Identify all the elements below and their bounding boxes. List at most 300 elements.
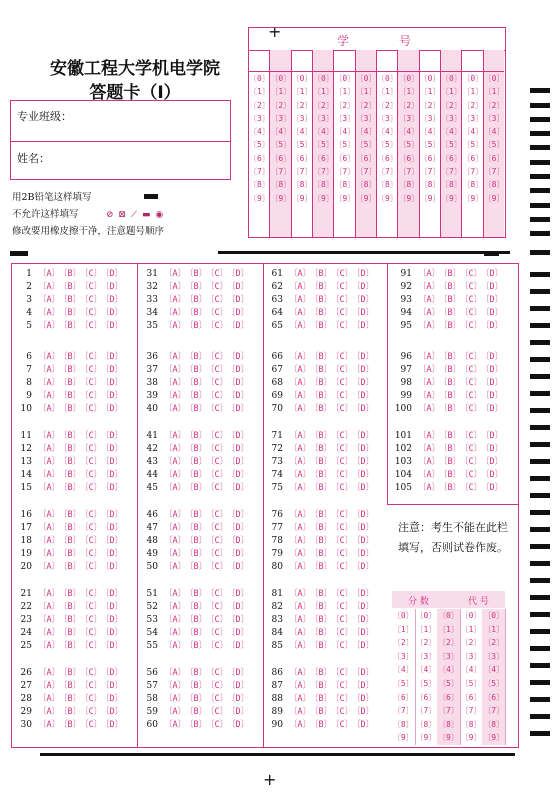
option-bubble[interactable]: 〔B〕: [310, 431, 333, 441]
option-bubble[interactable]: 〔D〕: [352, 602, 375, 612]
option-bubble[interactable]: 〔C〕: [80, 681, 103, 691]
option-bubble[interactable]: 〔B〕: [185, 269, 208, 279]
score-bubble[interactable]: 〔5〕: [392, 678, 414, 688]
option-bubble[interactable]: 〔C〕: [206, 269, 229, 279]
option-bubble[interactable]: 〔C〕: [331, 457, 354, 467]
score-bubble[interactable]: 〔4〕: [438, 665, 459, 675]
option-bubble[interactable]: 〔D〕: [101, 536, 124, 546]
option-bubble[interactable]: 〔D〕: [101, 720, 124, 730]
score-bubble[interactable]: 〔2〕: [460, 638, 482, 648]
option-bubble[interactable]: 〔C〕: [206, 431, 229, 441]
score-bubble[interactable]: 〔5〕: [415, 678, 437, 688]
option-bubble[interactable]: 〔B〕: [185, 321, 208, 331]
option-bubble[interactable]: 〔D〕: [227, 641, 250, 651]
option-bubble[interactable]: 〔D〕: [352, 549, 375, 559]
digit-bubble[interactable]: 〔1〕: [291, 87, 313, 97]
option-bubble[interactable]: 〔B〕: [310, 457, 333, 467]
option-bubble[interactable]: 〔A〕: [164, 404, 187, 414]
option-bubble[interactable]: 〔D〕: [227, 470, 250, 480]
option-bubble[interactable]: 〔D〕: [101, 707, 124, 717]
option-bubble[interactable]: 〔C〕: [80, 615, 103, 625]
option-bubble[interactable]: 〔A〕: [289, 668, 312, 678]
option-bubble[interactable]: 〔C〕: [206, 549, 229, 559]
digit-bubble[interactable]: 〔1〕: [398, 87, 420, 97]
option-bubble[interactable]: 〔A〕: [38, 321, 61, 331]
option-bubble[interactable]: 〔C〕: [331, 523, 354, 533]
option-bubble[interactable]: 〔B〕: [185, 365, 208, 375]
option-bubble[interactable]: 〔A〕: [38, 720, 61, 730]
option-bubble[interactable]: 〔D〕: [352, 321, 375, 331]
score-bubble[interactable]: 〔9〕: [392, 733, 414, 743]
option-bubble[interactable]: 〔B〕: [310, 483, 333, 493]
digit-bubble[interactable]: 〔4〕: [249, 127, 270, 137]
option-bubble[interactable]: 〔D〕: [352, 365, 375, 375]
option-bubble[interactable]: 〔D〕: [101, 444, 124, 454]
student-id-write-cell[interactable]: [377, 50, 397, 72]
digit-bubble[interactable]: 〔3〕: [334, 113, 356, 123]
option-bubble[interactable]: 〔A〕: [289, 431, 312, 441]
option-bubble[interactable]: 〔A〕: [164, 549, 187, 559]
option-bubble[interactable]: 〔B〕: [439, 365, 462, 375]
option-bubble[interactable]: 〔B〕: [185, 562, 208, 572]
option-bubble[interactable]: 〔C〕: [331, 707, 354, 717]
option-bubble[interactable]: 〔B〕: [59, 602, 82, 612]
digit-bubble[interactable]: 〔0〕: [334, 74, 356, 83]
digit-bubble[interactable]: 〔8〕: [419, 180, 441, 190]
digit-bubble[interactable]: 〔7〕: [419, 167, 441, 177]
option-bubble[interactable]: 〔C〕: [460, 470, 483, 480]
student-id-write-cell[interactable]: [334, 50, 354, 72]
option-bubble[interactable]: 〔B〕: [310, 308, 333, 318]
score-bubble[interactable]: 〔0〕: [483, 611, 505, 620]
option-bubble[interactable]: 〔C〕: [80, 562, 103, 572]
option-bubble[interactable]: 〔A〕: [289, 562, 312, 572]
option-bubble[interactable]: 〔D〕: [352, 282, 375, 292]
option-bubble[interactable]: 〔C〕: [331, 321, 354, 331]
digit-bubble[interactable]: 〔8〕: [441, 180, 462, 190]
option-bubble[interactable]: 〔C〕: [80, 295, 103, 305]
digit-bubble[interactable]: 〔4〕: [377, 127, 398, 137]
option-bubble[interactable]: 〔C〕: [331, 510, 354, 520]
option-bubble[interactable]: 〔D〕: [101, 523, 124, 533]
option-bubble[interactable]: 〔D〕: [227, 431, 250, 441]
score-bubble[interactable]: 〔8〕: [460, 719, 482, 729]
option-bubble[interactable]: 〔A〕: [164, 457, 187, 467]
option-bubble[interactable]: 〔C〕: [80, 549, 103, 559]
option-bubble[interactable]: 〔D〕: [227, 321, 250, 331]
option-bubble[interactable]: 〔B〕: [439, 457, 462, 467]
option-bubble[interactable]: 〔B〕: [185, 628, 208, 638]
option-bubble[interactable]: 〔A〕: [289, 549, 312, 559]
option-bubble[interactable]: 〔A〕: [164, 308, 187, 318]
digit-bubble[interactable]: 〔1〕: [462, 87, 484, 97]
option-bubble[interactable]: 〔B〕: [185, 641, 208, 651]
option-bubble[interactable]: 〔C〕: [206, 365, 229, 375]
option-bubble[interactable]: 〔C〕: [331, 483, 354, 493]
option-bubble[interactable]: 〔A〕: [289, 615, 312, 625]
option-bubble[interactable]: 〔C〕: [206, 641, 229, 651]
option-bubble[interactable]: 〔B〕: [439, 295, 462, 305]
option-bubble[interactable]: 〔A〕: [164, 694, 187, 704]
option-bubble[interactable]: 〔B〕: [185, 431, 208, 441]
option-bubble[interactable]: 〔C〕: [331, 352, 354, 362]
option-bubble[interactable]: 〔A〕: [289, 628, 312, 638]
digit-bubble[interactable]: 〔3〕: [377, 113, 398, 123]
option-bubble[interactable]: 〔B〕: [185, 295, 208, 305]
option-bubble[interactable]: 〔D〕: [101, 404, 124, 414]
option-bubble[interactable]: 〔B〕: [59, 444, 82, 454]
score-bubble[interactable]: 〔9〕: [415, 733, 437, 743]
option-bubble[interactable]: 〔A〕: [418, 321, 441, 331]
score-bubble[interactable]: 〔0〕: [460, 611, 482, 620]
option-bubble[interactable]: 〔A〕: [164, 668, 187, 678]
option-bubble[interactable]: 〔D〕: [101, 483, 124, 493]
digit-bubble[interactable]: 〔5〕: [334, 140, 356, 150]
score-bubble[interactable]: 〔5〕: [460, 678, 482, 688]
option-bubble[interactable]: 〔B〕: [59, 523, 82, 533]
digit-bubble[interactable]: 〔6〕: [291, 153, 313, 163]
option-bubble[interactable]: 〔B〕: [59, 282, 82, 292]
option-bubble[interactable]: 〔D〕: [101, 321, 124, 331]
option-bubble[interactable]: 〔B〕: [310, 641, 333, 651]
option-bubble[interactable]: 〔B〕: [439, 431, 462, 441]
digit-bubble[interactable]: 〔7〕: [270, 167, 292, 177]
digit-bubble[interactable]: 〔6〕: [355, 153, 377, 163]
digit-bubble[interactable]: 〔2〕: [291, 100, 313, 110]
score-bubble[interactable]: 〔6〕: [483, 692, 505, 702]
option-bubble[interactable]: 〔A〕: [289, 321, 312, 331]
digit-bubble[interactable]: 〔0〕: [377, 74, 398, 83]
digit-bubble[interactable]: 〔3〕: [462, 113, 484, 123]
option-bubble[interactable]: 〔D〕: [227, 308, 250, 318]
option-bubble[interactable]: 〔D〕: [227, 536, 250, 546]
option-bubble[interactable]: 〔C〕: [80, 523, 103, 533]
option-bubble[interactable]: 〔D〕: [101, 269, 124, 279]
option-bubble[interactable]: 〔A〕: [38, 694, 61, 704]
option-bubble[interactable]: 〔D〕: [227, 391, 250, 401]
digit-bubble[interactable]: 〔1〕: [355, 87, 377, 97]
option-bubble[interactable]: 〔D〕: [352, 641, 375, 651]
option-bubble[interactable]: 〔A〕: [289, 308, 312, 318]
option-bubble[interactable]: 〔B〕: [59, 365, 82, 375]
option-bubble[interactable]: 〔C〕: [206, 404, 229, 414]
student-id-write-cell[interactable]: [441, 50, 461, 72]
score-bubble[interactable]: 〔1〕: [438, 624, 459, 634]
option-bubble[interactable]: 〔B〕: [185, 523, 208, 533]
student-id-write-cell[interactable]: [356, 50, 376, 72]
option-bubble[interactable]: 〔A〕: [38, 549, 61, 559]
score-bubble[interactable]: 〔0〕: [392, 611, 414, 620]
score-bubble[interactable]: 〔7〕: [438, 706, 459, 716]
option-bubble[interactable]: 〔A〕: [289, 269, 312, 279]
digit-bubble[interactable]: 〔4〕: [291, 127, 313, 137]
option-bubble[interactable]: 〔B〕: [59, 510, 82, 520]
option-bubble[interactable]: 〔C〕: [80, 444, 103, 454]
option-bubble[interactable]: 〔D〕: [227, 602, 250, 612]
option-bubble[interactable]: 〔B〕: [185, 483, 208, 493]
digit-bubble[interactable]: 〔4〕: [398, 127, 420, 137]
option-bubble[interactable]: 〔A〕: [418, 483, 441, 493]
score-bubble[interactable]: 〔9〕: [438, 733, 459, 743]
option-bubble[interactable]: 〔A〕: [289, 602, 312, 612]
option-bubble[interactable]: 〔B〕: [59, 681, 82, 691]
option-bubble[interactable]: 〔A〕: [289, 510, 312, 520]
option-bubble[interactable]: 〔C〕: [331, 378, 354, 388]
option-bubble[interactable]: 〔D〕: [352, 720, 375, 730]
option-bubble[interactable]: 〔B〕: [310, 707, 333, 717]
digit-bubble[interactable]: 〔2〕: [334, 100, 356, 110]
digit-bubble[interactable]: 〔8〕: [483, 180, 505, 190]
digit-bubble[interactable]: 〔6〕: [313, 153, 334, 163]
option-bubble[interactable]: 〔D〕: [352, 668, 375, 678]
option-bubble[interactable]: 〔D〕: [481, 295, 504, 305]
option-bubble[interactable]: 〔B〕: [310, 694, 333, 704]
option-bubble[interactable]: 〔D〕: [481, 269, 504, 279]
option-bubble[interactable]: 〔A〕: [38, 282, 61, 292]
option-bubble[interactable]: 〔D〕: [227, 352, 250, 362]
option-bubble[interactable]: 〔D〕: [352, 694, 375, 704]
option-bubble[interactable]: 〔A〕: [289, 378, 312, 388]
option-bubble[interactable]: 〔B〕: [185, 308, 208, 318]
score-bubble[interactable]: 〔4〕: [460, 665, 482, 675]
option-bubble[interactable]: 〔A〕: [418, 404, 441, 414]
option-bubble[interactable]: 〔B〕: [59, 308, 82, 318]
digit-bubble[interactable]: 〔0〕: [441, 74, 462, 83]
option-bubble[interactable]: 〔C〕: [331, 269, 354, 279]
digit-bubble[interactable]: 〔6〕: [249, 153, 270, 163]
option-bubble[interactable]: 〔B〕: [310, 365, 333, 375]
option-bubble[interactable]: 〔C〕: [331, 282, 354, 292]
option-bubble[interactable]: 〔B〕: [59, 352, 82, 362]
digit-bubble[interactable]: 〔2〕: [419, 100, 441, 110]
digit-bubble[interactable]: 〔8〕: [291, 180, 313, 190]
option-bubble[interactable]: 〔D〕: [227, 707, 250, 717]
option-bubble[interactable]: 〔C〕: [460, 391, 483, 401]
option-bubble[interactable]: 〔D〕: [227, 694, 250, 704]
option-bubble[interactable]: 〔A〕: [164, 282, 187, 292]
digit-bubble[interactable]: 〔2〕: [483, 100, 505, 110]
option-bubble[interactable]: 〔B〕: [185, 707, 208, 717]
option-bubble[interactable]: 〔A〕: [38, 523, 61, 533]
option-bubble[interactable]: 〔D〕: [101, 628, 124, 638]
option-bubble[interactable]: 〔D〕: [101, 562, 124, 572]
score-bubble[interactable]: 〔0〕: [415, 611, 437, 620]
option-bubble[interactable]: 〔B〕: [185, 694, 208, 704]
option-bubble[interactable]: 〔C〕: [331, 694, 354, 704]
option-bubble[interactable]: 〔D〕: [227, 589, 250, 599]
option-bubble[interactable]: 〔D〕: [352, 391, 375, 401]
option-bubble[interactable]: 〔D〕: [227, 523, 250, 533]
option-bubble[interactable]: 〔A〕: [289, 681, 312, 691]
option-bubble[interactable]: 〔C〕: [331, 444, 354, 454]
option-bubble[interactable]: 〔C〕: [206, 391, 229, 401]
digit-bubble[interactable]: 〔7〕: [441, 167, 462, 177]
option-bubble[interactable]: 〔A〕: [289, 641, 312, 651]
option-bubble[interactable]: 〔D〕: [227, 668, 250, 678]
digit-bubble[interactable]: 〔1〕: [313, 87, 334, 97]
option-bubble[interactable]: 〔C〕: [80, 457, 103, 467]
digit-bubble[interactable]: 〔8〕: [270, 180, 292, 190]
option-bubble[interactable]: 〔D〕: [481, 470, 504, 480]
score-bubble[interactable]: 〔8〕: [438, 719, 459, 729]
digit-bubble[interactable]: 〔0〕: [483, 74, 505, 83]
option-bubble[interactable]: 〔C〕: [460, 282, 483, 292]
digit-bubble[interactable]: 〔4〕: [355, 127, 377, 137]
option-bubble[interactable]: 〔C〕: [206, 352, 229, 362]
option-bubble[interactable]: 〔D〕: [352, 510, 375, 520]
option-bubble[interactable]: 〔A〕: [164, 681, 187, 691]
option-bubble[interactable]: 〔C〕: [331, 641, 354, 651]
option-bubble[interactable]: 〔D〕: [481, 483, 504, 493]
option-bubble[interactable]: 〔A〕: [289, 391, 312, 401]
option-bubble[interactable]: 〔B〕: [185, 615, 208, 625]
digit-bubble[interactable]: 〔3〕: [249, 113, 270, 123]
option-bubble[interactable]: 〔B〕: [439, 404, 462, 414]
digit-bubble[interactable]: 〔1〕: [334, 87, 356, 97]
digit-bubble[interactable]: 〔9〕: [355, 193, 377, 203]
option-bubble[interactable]: 〔A〕: [164, 470, 187, 480]
option-bubble[interactable]: 〔D〕: [481, 321, 504, 331]
option-bubble[interactable]: 〔D〕: [481, 308, 504, 318]
option-bubble[interactable]: 〔A〕: [418, 431, 441, 441]
option-bubble[interactable]: 〔C〕: [80, 404, 103, 414]
digit-bubble[interactable]: 〔3〕: [313, 113, 334, 123]
option-bubble[interactable]: 〔B〕: [59, 470, 82, 480]
option-bubble[interactable]: 〔C〕: [80, 269, 103, 279]
option-bubble[interactable]: 〔D〕: [481, 404, 504, 414]
option-bubble[interactable]: 〔D〕: [101, 308, 124, 318]
option-bubble[interactable]: 〔D〕: [352, 457, 375, 467]
option-bubble[interactable]: 〔B〕: [310, 668, 333, 678]
option-bubble[interactable]: 〔A〕: [38, 589, 61, 599]
digit-bubble[interactable]: 〔1〕: [441, 87, 462, 97]
digit-bubble[interactable]: 〔1〕: [377, 87, 398, 97]
option-bubble[interactable]: 〔B〕: [59, 628, 82, 638]
option-bubble[interactable]: 〔A〕: [418, 378, 441, 388]
option-bubble[interactable]: 〔B〕: [59, 295, 82, 305]
option-bubble[interactable]: 〔B〕: [439, 282, 462, 292]
option-bubble[interactable]: 〔B〕: [59, 404, 82, 414]
option-bubble[interactable]: 〔B〕: [310, 536, 333, 546]
digit-bubble[interactable]: 〔7〕: [483, 167, 505, 177]
digit-bubble[interactable]: 〔8〕: [313, 180, 334, 190]
option-bubble[interactable]: 〔A〕: [38, 628, 61, 638]
option-bubble[interactable]: 〔B〕: [59, 668, 82, 678]
option-bubble[interactable]: 〔D〕: [352, 444, 375, 454]
option-bubble[interactable]: 〔B〕: [185, 378, 208, 388]
option-bubble[interactable]: 〔A〕: [164, 589, 187, 599]
score-bubble[interactable]: 〔6〕: [460, 692, 482, 702]
option-bubble[interactable]: 〔D〕: [481, 365, 504, 375]
option-bubble[interactable]: 〔A〕: [418, 391, 441, 401]
option-bubble[interactable]: 〔A〕: [164, 352, 187, 362]
option-bubble[interactable]: 〔B〕: [185, 470, 208, 480]
option-bubble[interactable]: 〔A〕: [38, 352, 61, 362]
option-bubble[interactable]: 〔C〕: [206, 523, 229, 533]
option-bubble[interactable]: 〔D〕: [101, 352, 124, 362]
score-bubble[interactable]: 〔4〕: [392, 665, 414, 675]
score-bubble[interactable]: 〔7〕: [392, 706, 414, 716]
score-bubble[interactable]: 〔6〕: [392, 692, 414, 702]
digit-bubble[interactable]: 〔0〕: [398, 74, 420, 83]
option-bubble[interactable]: 〔C〕: [460, 352, 483, 362]
option-bubble[interactable]: 〔A〕: [164, 378, 187, 388]
option-bubble[interactable]: 〔C〕: [460, 321, 483, 331]
digit-bubble[interactable]: 〔3〕: [291, 113, 313, 123]
option-bubble[interactable]: 〔B〕: [310, 720, 333, 730]
score-bubble[interactable]: 〔2〕: [392, 638, 414, 648]
option-bubble[interactable]: 〔D〕: [227, 295, 250, 305]
option-bubble[interactable]: 〔B〕: [439, 269, 462, 279]
option-bubble[interactable]: 〔D〕: [101, 615, 124, 625]
digit-bubble[interactable]: 〔8〕: [462, 180, 484, 190]
score-bubble[interactable]: 〔2〕: [438, 638, 459, 648]
option-bubble[interactable]: 〔D〕: [352, 615, 375, 625]
option-bubble[interactable]: 〔D〕: [101, 295, 124, 305]
digit-bubble[interactable]: 〔7〕: [313, 167, 334, 177]
score-bubble[interactable]: 〔4〕: [415, 665, 437, 675]
option-bubble[interactable]: 〔C〕: [331, 295, 354, 305]
option-bubble[interactable]: 〔A〕: [418, 282, 441, 292]
score-bubble[interactable]: 〔9〕: [460, 733, 482, 743]
option-bubble[interactable]: 〔C〕: [206, 694, 229, 704]
option-bubble[interactable]: 〔C〕: [331, 628, 354, 638]
option-bubble[interactable]: 〔B〕: [310, 391, 333, 401]
digit-bubble[interactable]: 〔3〕: [270, 113, 292, 123]
option-bubble[interactable]: 〔C〕: [206, 282, 229, 292]
digit-bubble[interactable]: 〔3〕: [441, 113, 462, 123]
option-bubble[interactable]: 〔C〕: [206, 628, 229, 638]
option-bubble[interactable]: 〔A〕: [289, 589, 312, 599]
digit-bubble[interactable]: 〔4〕: [441, 127, 462, 137]
option-bubble[interactable]: 〔C〕: [206, 720, 229, 730]
option-bubble[interactable]: 〔A〕: [38, 668, 61, 678]
option-bubble[interactable]: 〔A〕: [38, 404, 61, 414]
option-bubble[interactable]: 〔B〕: [185, 668, 208, 678]
score-bubble[interactable]: 〔2〕: [483, 638, 505, 648]
digit-bubble[interactable]: 〔6〕: [441, 153, 462, 163]
option-bubble[interactable]: 〔C〕: [80, 391, 103, 401]
digit-bubble[interactable]: 〔6〕: [334, 153, 356, 163]
score-bubble[interactable]: 〔4〕: [483, 665, 505, 675]
option-bubble[interactable]: 〔B〕: [310, 352, 333, 362]
option-bubble[interactable]: 〔D〕: [101, 282, 124, 292]
option-bubble[interactable]: 〔B〕: [59, 562, 82, 572]
option-bubble[interactable]: 〔D〕: [352, 628, 375, 638]
option-bubble[interactable]: 〔D〕: [101, 694, 124, 704]
option-bubble[interactable]: 〔B〕: [439, 470, 462, 480]
option-bubble[interactable]: 〔D〕: [227, 562, 250, 572]
option-bubble[interactable]: 〔C〕: [80, 707, 103, 717]
score-bubble[interactable]: 〔6〕: [438, 692, 459, 702]
option-bubble[interactable]: 〔D〕: [227, 282, 250, 292]
option-bubble[interactable]: 〔B〕: [185, 602, 208, 612]
option-bubble[interactable]: 〔D〕: [101, 589, 124, 599]
option-bubble[interactable]: 〔A〕: [289, 457, 312, 467]
option-bubble[interactable]: 〔A〕: [289, 720, 312, 730]
option-bubble[interactable]: 〔B〕: [59, 321, 82, 331]
option-bubble[interactable]: 〔B〕: [310, 378, 333, 388]
option-bubble[interactable]: 〔B〕: [439, 391, 462, 401]
digit-bubble[interactable]: 〔6〕: [483, 153, 505, 163]
option-bubble[interactable]: 〔C〕: [80, 282, 103, 292]
option-bubble[interactable]: 〔D〕: [481, 391, 504, 401]
option-bubble[interactable]: 〔A〕: [38, 681, 61, 691]
option-bubble[interactable]: 〔A〕: [38, 457, 61, 467]
digit-bubble[interactable]: 〔5〕: [249, 140, 270, 150]
option-bubble[interactable]: 〔A〕: [164, 641, 187, 651]
option-bubble[interactable]: 〔D〕: [227, 444, 250, 454]
